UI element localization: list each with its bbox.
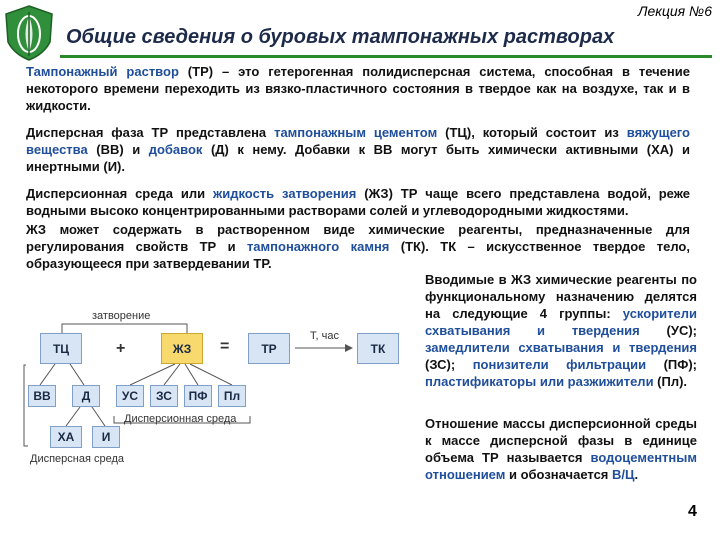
tc-d-line (70, 364, 84, 385)
d-xa-line (66, 407, 80, 426)
zhz-pl-line (190, 364, 232, 385)
box-tc: ТЦ (40, 333, 82, 364)
paragraph-dispersion-medium (26, 185, 690, 219)
d-i-line (92, 407, 105, 426)
lecture-number: Лекция №6 (637, 3, 712, 19)
label-zatvorenie: затворение (92, 310, 151, 322)
box-zs: ЗС (150, 385, 178, 407)
term-vyazhushchee: вяжущего вещества (26, 125, 690, 157)
plus-sign: + (116, 340, 126, 357)
box-pf: ПФ (184, 385, 212, 407)
box-i: И (92, 426, 120, 448)
text: Отношение массы дисперсионной среды к массе дисперсной фазы в единице объема ТР называется (425, 416, 697, 465)
box-xa: ХА (50, 426, 82, 448)
label-time: Т, час (310, 330, 339, 342)
term-ponizateli: понизители фильтрации (472, 357, 647, 372)
term-uskoriteli: ускорители схватывания и твердения (425, 306, 697, 338)
zatvorenie-bracket (62, 324, 187, 333)
term-tamponazhny-rastvor: Тампонажный раствор (26, 64, 179, 79)
paragraph-water-cement-ratio (425, 415, 697, 483)
box-zhz: ЖЗ (161, 333, 203, 364)
term-v-c: В/Ц (612, 467, 635, 482)
text: и обозначается (505, 467, 613, 482)
text: ЖЗ может содержать в растворенном виде химические реагенты, предназначенные для регулирования свойств ТР и (26, 222, 690, 254)
box-d: Д (72, 385, 100, 407)
text: (Пл). (653, 374, 688, 389)
zhz-pf-line (185, 364, 198, 385)
logo-emblem-icon (2, 4, 56, 62)
text: Вводимые в ЖЗ химические реагенты по функциональному назначению делятся на следующие 4 группы: (425, 272, 697, 321)
text: (УС); (639, 323, 697, 338)
label-dispersion-medium: Дисперсионная среда (124, 413, 237, 425)
page-title: Общие сведения о буровых тампонажных растворах (66, 26, 615, 48)
text: (ПФ); (646, 357, 697, 372)
label-dispersed-phase: Дисперсная среда (30, 453, 125, 465)
term-tamponazhny-cement: тампонажным цементом (274, 125, 438, 140)
paragraph-reagent-groups (425, 271, 697, 390)
text: Дисперсная фаза ТР представлена (26, 125, 275, 140)
page-number: 4 (688, 503, 697, 520)
box-tr: ТР (248, 333, 290, 364)
box-us: УС (116, 385, 144, 407)
text: (ВВ) и (87, 142, 149, 157)
paragraph-dispersed-phase (26, 124, 690, 175)
term-zhidkost-zatvoreniya: жидкость затворения (213, 186, 357, 201)
term-tamponazhny-kamen: тампонажного камня (246, 239, 390, 254)
term-plastifikatory: пластификаторы или разжижители (425, 374, 654, 389)
title-divider (60, 55, 712, 58)
text: Дисперсионная среда или (26, 186, 213, 201)
zhz-us-line (130, 364, 175, 385)
zhz-zs-line (164, 364, 180, 385)
term-zamedliteli: замедлители схватывания и твердения (425, 340, 697, 355)
text: (ТР) – это гетерогенная полидисперсная система, способная в течение некоторого времени переходить из вязко-пластичного состояния в твердое как на воздухе, так и в жидкости. (26, 64, 690, 113)
text: (Д) к нему. Добавки к ВВ могут быть химически активными (ХА) и инертными (И). (26, 142, 690, 174)
text: (ТК). ТК – искусственное твердое тело, образующееся при затвердевании ТР. (26, 239, 690, 271)
term-dobavki: добавок (148, 142, 203, 157)
paragraph-reagents (26, 221, 690, 272)
equals-sign: = (220, 338, 230, 355)
box-pl: Пл (218, 385, 246, 407)
tc-vv-line (40, 364, 55, 385)
text: (ТЦ), который состоит из (437, 125, 627, 140)
text: (ЗС); (425, 357, 473, 372)
paragraph-definition (26, 63, 690, 114)
text: (ЖЗ) ТР чаще всего представлена водой, реже водными высоко концентрированными растворами солей и углеводородными жидкостями. (26, 186, 690, 218)
term-vodocementnoe: водоцементным отношением (425, 450, 697, 482)
box-vv: ВВ (28, 385, 56, 407)
box-tk: ТК (357, 333, 399, 364)
text: . (634, 467, 639, 482)
